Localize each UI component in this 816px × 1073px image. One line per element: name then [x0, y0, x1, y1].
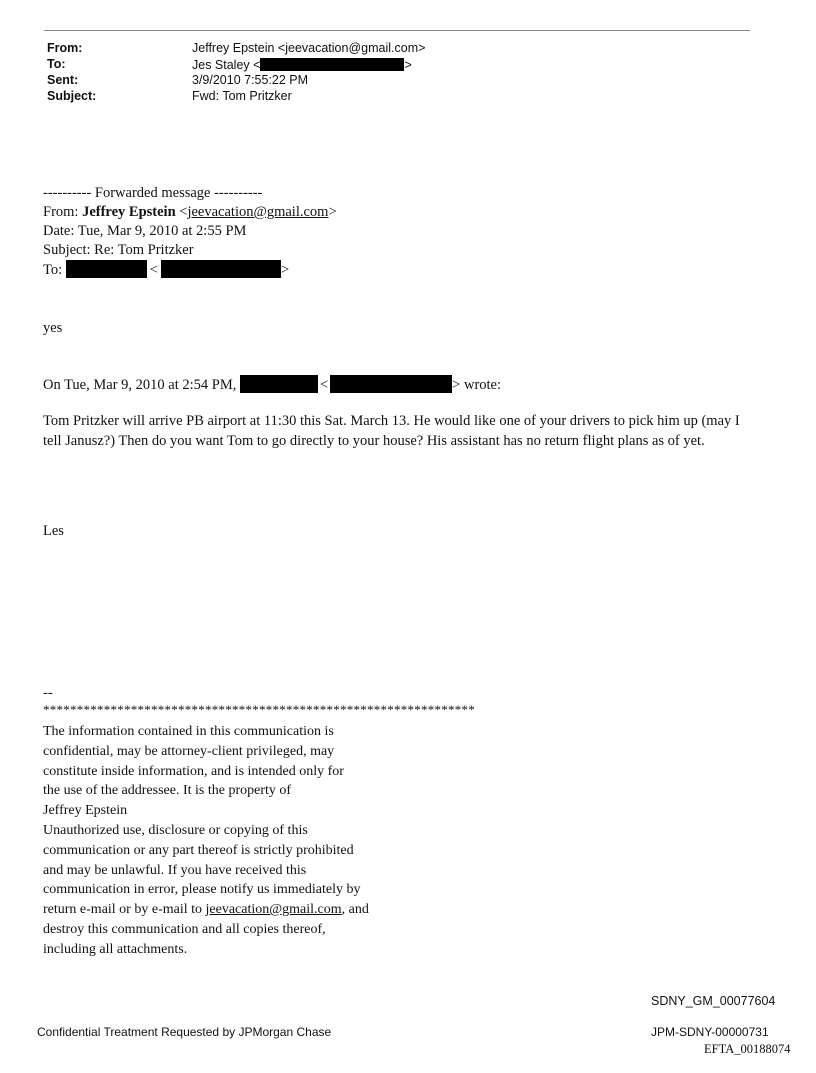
confidential-notice: Confidential Treatment Requested by JPMorgan Chase	[37, 1025, 332, 1039]
quote-intro-lt: <	[319, 377, 329, 393]
disclaimer-line10-suffix: , and	[341, 902, 369, 918]
forwarded-to-lt: <	[149, 262, 158, 278]
disclaimer-line: constitute inside information, and is intended only for	[43, 763, 344, 779]
reply-text: yes	[43, 320, 63, 336]
forwarded-to-prefix: To:	[43, 262, 66, 278]
redaction-box	[260, 58, 404, 71]
sent-label: Sent:	[47, 73, 79, 87]
to-suffix: >	[404, 58, 412, 72]
quote-signoff: Les	[43, 523, 64, 539]
subject-value: Fwd: Tom Pritzker	[192, 89, 292, 103]
bates-number-sdny: SDNY_GM_00077604	[651, 994, 776, 1008]
forwarded-date: Date: Tue, Mar 9, 2010 at 2:55 PM	[43, 223, 247, 239]
to-value	[192, 58, 412, 72]
quote-intro-suffix: > wrote:	[452, 377, 502, 393]
disclaimer-email-link[interactable]: jeevacation@gmail.com	[205, 902, 342, 918]
bates-number-jpm: JPM-SDNY-00000731	[651, 1025, 769, 1039]
to-label: To:	[47, 57, 66, 71]
redaction-box	[66, 260, 147, 278]
quote-body: Tom Pritzker will arrive PB airport at 11:30 this Sat. March 13. He would like one of your drivers to pick him up (may I tell Janusz?) Then do you want Tom to go directly to your house? His assistant has no return flight plans as of yet.	[43, 413, 740, 449]
disclaimer-line: The information contained in this communication is	[43, 724, 334, 739]
redaction-box	[330, 375, 452, 393]
disclaimer-line: Unauthorized use, disclosure or copying of this	[43, 822, 308, 838]
forwarded-from-name: Jeffrey Epstein	[82, 204, 176, 220]
forwarded-marker: ---------- Forwarded message ----------	[43, 185, 263, 201]
forwarded-subject: Subject: Re: Tom Pritzker	[43, 242, 194, 258]
forwarded-from-open: <	[175, 204, 188, 220]
disclaimer-line: the use of the addressee. It is the property of	[43, 783, 292, 799]
forwarded-from-prefix: From:	[43, 204, 83, 220]
disclaimer-line	[43, 900, 423, 920]
signature-dash: --	[43, 685, 53, 701]
to-prefix: Jes Staley <	[192, 58, 261, 72]
redaction-box	[240, 375, 318, 393]
header-divider	[44, 30, 750, 31]
subject-label: Subject:	[47, 89, 97, 103]
forwarded-from-close: >	[328, 204, 337, 220]
disclaimer-line: and may be unlawful. If you have received this	[43, 862, 307, 878]
quote-intro-prefix: On Tue, Mar 9, 2010 at 2:54 PM,	[43, 377, 240, 393]
disclaimer-line10-prefix: return e-mail or by e-mail to	[43, 902, 206, 918]
disclaimer-line: Jeffrey Epstein	[43, 803, 128, 819]
sent-value: 3/9/2010 7:55:22 PM	[192, 73, 309, 87]
disclaimer-line: communication in error, please notify us immediately by	[43, 882, 361, 898]
redaction-box	[161, 260, 281, 278]
forwarded-from	[43, 203, 337, 221]
disclaimer-line: confidential, may be attorney-client privileged, may	[43, 743, 335, 759]
forwarded-to-gt: >	[280, 262, 290, 278]
efta-number: EFTA_00188074	[704, 1042, 791, 1056]
disclaimer-line: including all attachments.	[43, 941, 188, 957]
from-value: Jeffrey Epstein <jeevacation@gmail.com>	[192, 41, 426, 55]
signature-stars: ****************************************************************	[43, 702, 475, 717]
forwarded-from-email-link[interactable]: jeevacation@gmail.com	[187, 204, 329, 220]
disclaimer-line: destroy this communication and all copies thereof,	[43, 921, 326, 937]
disclaimer-block	[43, 722, 423, 960]
from-label: From:	[47, 41, 83, 55]
quote-intro	[43, 375, 501, 394]
disclaimer-line: communication or any part thereof is strictly prohibited	[43, 842, 354, 858]
forwarded-to	[43, 260, 289, 279]
